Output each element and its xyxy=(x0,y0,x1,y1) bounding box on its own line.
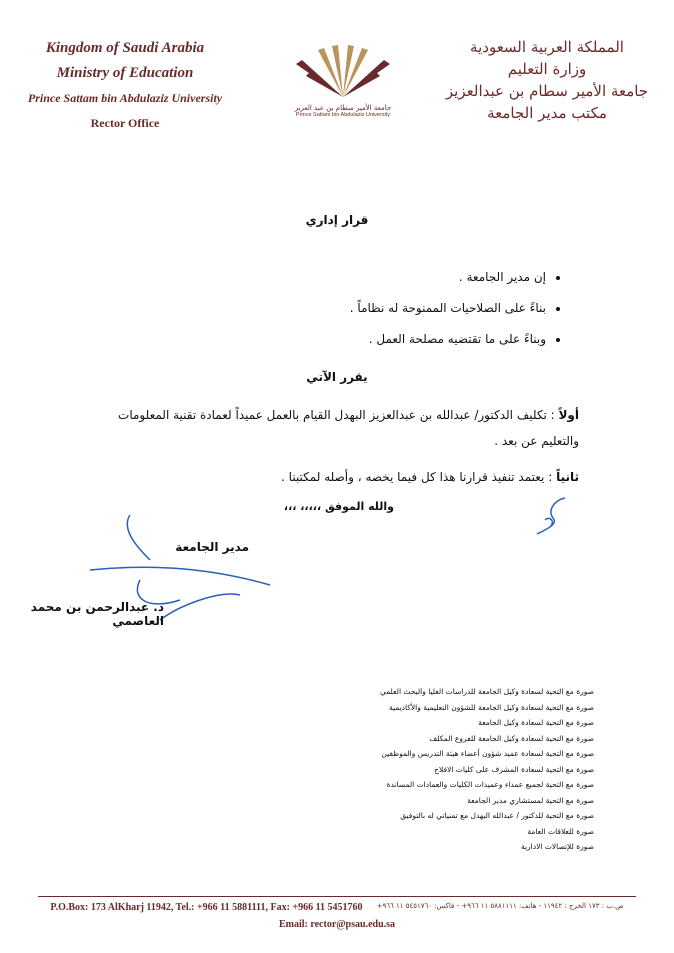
cc-item: صورة للإتصالات الادارية xyxy=(520,842,594,851)
book-logo-icon xyxy=(288,42,398,100)
logo-english-text: Prince Sattam bin Abdulaziz University xyxy=(295,112,391,118)
preamble-list xyxy=(350,262,564,355)
letterhead-university: Prince Sattam bin Abdulaziz University xyxy=(27,91,223,105)
article-1 xyxy=(99,402,579,454)
letterhead-country: Kingdom of Saudi Arabia xyxy=(45,40,205,56)
cc-item: صورة مع التحية لسعادة وكيل الجامعة للفروع المكلف xyxy=(429,733,594,743)
letterhead-country-ar: المملكة العربية السعودية xyxy=(470,38,624,56)
article-label: أولاً xyxy=(558,408,579,422)
signer-title: مدير الجامعة xyxy=(175,540,249,554)
cc-item: صورة مع التحية للدكتور / عبدالله البهدل مع تمنياتي له بالتوفيق xyxy=(400,811,594,820)
article-label: ثانياً xyxy=(556,470,579,484)
logo-arabic-text: جامعة الأمير سطام بن عبد العزيز xyxy=(294,104,392,112)
footer-email[interactable]: Email: rector@psau.edu.sa xyxy=(278,919,396,930)
footer-divider xyxy=(38,896,636,897)
cc-item: صورة للعلاقات العامة xyxy=(527,826,594,836)
cc-item: صورة مع التحية لمستشاري مدير الجامعة xyxy=(467,795,594,805)
english-letterhead xyxy=(20,36,230,136)
university-logo xyxy=(283,42,403,118)
letterhead-office-ar: مكتب مدير الجامعة xyxy=(487,104,607,122)
cc-item: صورة مع التحية لسعادة المشرف على كليات الافلاج xyxy=(434,764,594,774)
preamble-item: • إن مدير الجامعة . xyxy=(350,262,546,293)
cc-item: صورة مع التحية لجميع عمداء وعميدات الكليات والعمادات المساندة xyxy=(386,780,594,789)
cc-item: صورة مع التحية لسعادة وكيل الجامعة للشؤون التعليمية والأكاديمية xyxy=(388,702,594,712)
footer xyxy=(20,902,654,930)
signer-name: د. عبدالرحمن بن محمد العاصمي xyxy=(30,600,164,628)
cc-item: صورة مع التحية لسعادة وكيل الجامعة للدراسات العليا والبحث العلمي xyxy=(379,687,594,696)
footer-address-ar: ص.ب : ١٧٣ الخرج : ١١٩٤٢ - هاتف: ٥٨٨١١١١ ١١ ٩٦٦+ - فاكس: ٥٤٥١٧٦٠ ١١ ٩٦٦+ xyxy=(376,902,624,910)
letterhead-ministry-ar: وزارة التعليم xyxy=(507,60,587,78)
closing-phrase: والله الموفق ،،،،، ،،، xyxy=(283,500,394,513)
decision-title: قرار إداري xyxy=(305,213,369,227)
arabic-letterhead xyxy=(442,36,652,124)
article-text: : يعتمد تنفيذ قرارنا هذا كل فيما يخصه ، وأصله لمكتبنا . xyxy=(281,470,553,484)
article-text: : تكليف الدكتور/ عبدالله بن عبدالعزيز البهدل القيام بالعمل عميداً لعمادة تقنية المعلومات والتعليم عن بعد . xyxy=(118,408,579,448)
footer-address-en: P.O.Box: 173 AlKharj 11942, Tel.: +966 11 5881111, Fax: +966 11 5451760 xyxy=(50,902,363,913)
cc-item: صورة مع التحية لسعادة عميد شؤون أعضاء هيئة التدريس والموظفين xyxy=(381,749,594,758)
article-2 xyxy=(99,464,579,490)
letterhead-ministry: Ministry of Education xyxy=(56,65,194,81)
cc-item: صورة مع التحية لسعادة وكيل الجامعة xyxy=(478,718,594,727)
cc-list xyxy=(380,684,594,855)
initials-signature-icon xyxy=(525,490,575,540)
preamble-item: • وبناءً على ما تقتضيه مصلحة العمل . xyxy=(350,324,546,355)
preamble-item: • بناءً على الصلاحيات الممنوحة له نظاماً . xyxy=(350,293,546,324)
letterhead-office: Rector Office xyxy=(90,116,160,130)
decision-subtitle: يقرر الآتي xyxy=(306,370,368,384)
letterhead-university-ar: جامعة الأمير سطام بن عبدالعزيز xyxy=(445,82,649,100)
